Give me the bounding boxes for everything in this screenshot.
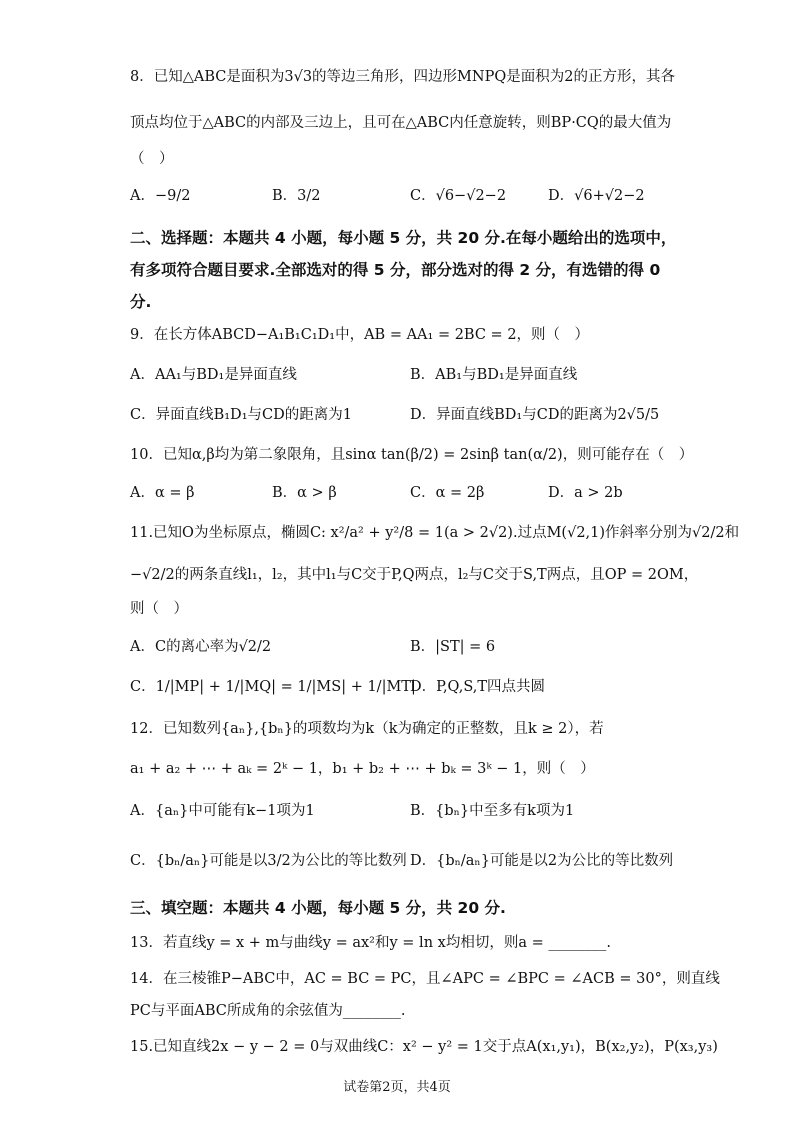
q8-line1: 8．已知△ABC是面积为3√3的等边三角形，四边形MNPQ是面积为2的正方形，其各	[130, 69, 675, 85]
q12-option-a: A．{aₙ}中可能有k−1项为1	[130, 803, 315, 819]
section2-line3: 分.	[130, 293, 152, 311]
q14-line1: 14．在三棱锥P−ABC中，AC = BC = PC，且∠APC = ∠BPC = ∠ACB = 30°，则直线	[130, 971, 720, 987]
q8-option-a: A．−9/2	[130, 188, 191, 204]
q9-stem: 9．在长方体ABCD−A₁B₁C₁D₁中，AB = AA₁ = 2BC = 2，则（ ）	[130, 327, 590, 343]
q15-line1: 15.已知直线2x − y − 2 = 0与双曲线C：x² − y² = 1交于点A(x₁,y₁)，B(x₂,y₂)，P(x₃,y₃)	[130, 1039, 718, 1055]
q12-option-d: D．{bₙ/aₙ}可能是以2为公比的等比数列	[410, 853, 674, 869]
q8-option-d: D．√6+√2−2	[548, 188, 645, 204]
q12-option-c: C．{bₙ/aₙ}可能是以3/2为公比的等比数列	[130, 853, 407, 869]
section2-line1: 二、选择题：本题共 4 小题，每小题 5 分，共 20 分.在每小题给出的选项中，	[130, 229, 677, 247]
q12-option-b: B．{bₙ}中至多有k项为1	[410, 803, 575, 819]
q14-line2: PC与平面ABC所成角的余弦值为________.	[130, 1003, 406, 1019]
q10-stem: 10．已知α,β均为第二象限角，且sinα tan(β/2) = 2sinβ tan(α/2)，则可能存在（ ）	[130, 447, 694, 463]
q11-line2: −√2/2的两条直线l₁，l₂，其中l₁与C交于P,Q两点，l₂与C交于S,T两点，且OP = 2OM，	[130, 567, 699, 583]
q11-option-b: B．|ST| = 6	[410, 639, 496, 655]
q8-option-b: B．3/2	[272, 188, 321, 204]
q8-line2: 顶点均位于△ABC的内部及三边上，且可在△ABC内任意旋转，则BP·CQ的最大值为	[130, 115, 672, 131]
section2-line2: 有多项符合题目要求.全部选对的得 5 分，部分选对的得 2 分，有选错的得 0	[130, 261, 661, 279]
q10-option-a: A．α = β	[130, 485, 195, 501]
q11-option-d: D．P,Q,S,T四点共圆	[410, 679, 546, 695]
q9-option-b: B．AB₁与BD₁是异面直线	[410, 367, 578, 383]
q9-option-c: C．异面直线B₁D₁与CD的距离为1	[130, 407, 352, 423]
q12-line2: a₁ + a₂ + ⋯ + aₖ = 2ᵏ − 1，b₁ + b₂ + ⋯ + bₖ = 3ᵏ − 1，则（ ）	[130, 761, 595, 777]
page-footer: 试卷第2页，共4页	[343, 1080, 451, 1095]
q10-option-b: B．α > β	[272, 485, 337, 501]
q9-option-a: A．AA₁与BD₁是异面直线	[130, 367, 297, 383]
section3-title: 三、填空题：本题共 4 小题，每小题 5 分，共 20 分.	[130, 899, 506, 917]
q10-option-c: C．α = 2β	[410, 485, 485, 501]
q13-stem: 13．若直线y = x + m与曲线y = ax²和y = ln x均相切，则a = ________.	[130, 935, 611, 951]
q8-line3: （ ）	[130, 151, 174, 167]
q11-line3: 则（ ）	[130, 601, 188, 617]
q11-line1: 11.已知O为坐标原点，椭圆C: x²/a² + y²/8 = 1(a > 2√2).过点M(√2,1)作斜率分别为√2/2和	[130, 525, 740, 541]
q9-option-d: D．异面直线BD₁与CD的距离为2√5/5	[410, 407, 660, 423]
q10-option-d: D．a > 2b	[548, 485, 623, 501]
q12-line1: 12．已知数列{aₙ},{bₙ}的项数均为k（k为确定的正整数，且k ≥ 2），若	[130, 721, 604, 737]
q8-option-c: C．√6−√2−2	[410, 188, 507, 204]
q11-option-a: A．C的离心率为√2/2	[130, 639, 272, 655]
q11-option-c: C．1/|MP| + 1/|MQ| = 1/|MS| + 1/|MT|	[130, 679, 416, 695]
